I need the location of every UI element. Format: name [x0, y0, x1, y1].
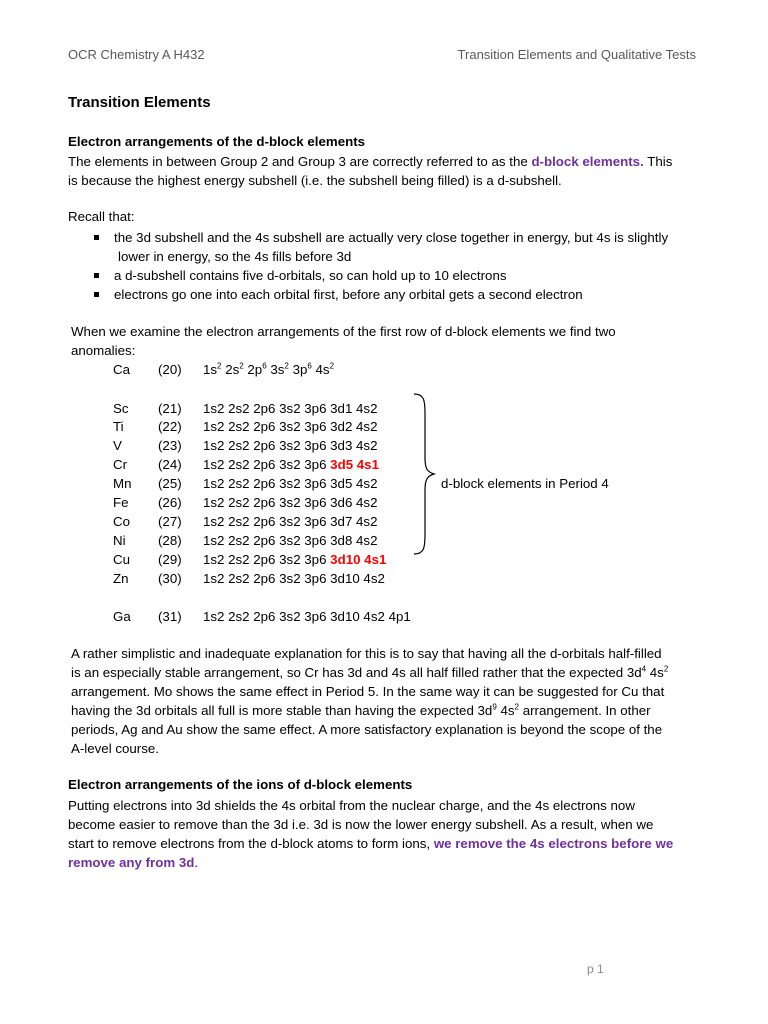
header-left: OCR Chemistry A H432: [68, 47, 205, 62]
element-symbol: Fe: [113, 495, 129, 510]
orbital-count: 6: [307, 361, 312, 371]
element-symbol: Co: [113, 514, 130, 529]
config-text: 1s2 2s2 2p6 3s2 3p6 3d8 4s2: [203, 533, 378, 548]
explanation-text: arrangement. In other: [519, 703, 651, 718]
orbital: 1s: [203, 362, 218, 377]
config-text: 1s2 2s2 2p6 3s2 3p6 3d6 4s2: [203, 495, 378, 510]
ions-highlight: we remove the 4s electrons before we: [433, 836, 674, 851]
atomic-number: (21): [158, 401, 182, 416]
element-symbol: Ni: [113, 533, 126, 548]
atomic-number: (26): [158, 495, 182, 510]
explanation-line: [71, 701, 701, 720]
curly-brace: [412, 392, 438, 556]
superscript: 9: [492, 702, 497, 712]
examine-line-2: anomalies:: [71, 343, 136, 358]
orbital-count: 2: [329, 361, 335, 371]
section2-heading: Electron arrangements of the ions of d-block elements: [68, 777, 413, 792]
explanation-text: is an especially stable arrangement, so Cr has 3d and 4s all half filled rather that the expected 3d: [71, 665, 642, 680]
electron-configuration: [203, 550, 386, 569]
page-title: Transition Elements: [68, 94, 211, 111]
examine-paragraph: [71, 322, 701, 360]
recall-bullet-list: [68, 228, 698, 304]
atomic-number: (22): [158, 419, 182, 434]
examine-line-1: When we examine the electron arrangements of the first row of d-block elements we find two: [71, 324, 616, 339]
atomic-number: (20): [158, 362, 182, 377]
electron-configuration: [203, 436, 377, 455]
electron-configuration: [203, 417, 377, 436]
orbital: 2s: [225, 362, 240, 377]
atomic-number: (31): [158, 609, 182, 624]
atomic-number: (28): [158, 533, 182, 548]
superscript: 2: [663, 664, 669, 674]
config-text: 1s2 2s2 2p6 3s2 3p6 3d3 4s2: [203, 438, 378, 453]
ions-paragraph: [68, 796, 698, 872]
section1-heading: Electron arrangements of the d-block elements: [68, 134, 366, 149]
bullet-text: electrons go one into each orbital first, before any orbital gets a second electron: [114, 287, 583, 302]
recall-label: Recall that:: [68, 209, 135, 224]
intro-text-end: This: [643, 154, 673, 169]
element-symbol: Cr: [113, 457, 128, 472]
explanation-line: periods, Ag and Au show the same effect. A more satisfactory explanation is beyond the scope of the: [71, 722, 663, 737]
config-text: 1s2 2s2 2p6 3s2 3p6 3d1 4s2: [203, 401, 378, 416]
bullet-text: the 3d subshell and the 4s subshell are actually very close together in energy, but 4s is slightly: [114, 230, 669, 245]
orbital: 2p: [247, 362, 263, 377]
atomic-number: (25): [158, 476, 182, 491]
explanation-text: 4s: [496, 703, 515, 718]
electron-configuration: [203, 531, 377, 550]
ions-text: .: [194, 855, 199, 870]
ions-line: become easier to remove than the 3d i.e. 3d is now the lower energy subshell. As a result, when we: [68, 817, 654, 832]
electron-configuration: [203, 399, 377, 418]
header-right: Transition Elements and Qualitative Tests: [457, 47, 696, 62]
ions-text: start to remove electrons from the d-block atoms to form ions,: [68, 836, 434, 851]
electron-configuration: [203, 569, 385, 588]
element-symbol: Ca: [113, 362, 130, 377]
config-text: 1s2 2s2 2p6 3s2 3p6 3d5 4s2: [203, 476, 378, 491]
explanation-text: 4s: [646, 665, 664, 680]
electron-configuration: 1s2 2s2 2p6 3s2 3p6 3d10 4s2 4p1: [203, 609, 411, 624]
atomic-number: (30): [158, 571, 182, 586]
explanation-line: [71, 663, 701, 682]
d-block-highlight: d-block elements.: [531, 154, 644, 169]
config-text: 1s2 2s2 2p6 3s2 3p6 3d7 4s2: [203, 514, 378, 529]
bullet-item: [68, 228, 698, 266]
element-symbol: Zn: [113, 571, 129, 586]
config-text: 1s2 2s2 2p6 3s2 3p6 3d2 4s2: [203, 419, 378, 434]
ions-line: Putting electrons into 3d shields the 4s orbital from the nuclear charge, and the 4s electrons now: [68, 798, 635, 813]
superscript: 4: [641, 664, 647, 674]
config-text: 1s2 2s2 2p6 3s2 3p6: [203, 552, 331, 567]
element-symbol: Sc: [113, 401, 129, 416]
anomaly-text: 3d5 4s1: [330, 457, 379, 472]
atomic-number: (24): [158, 457, 182, 472]
orbital: 3s: [270, 362, 285, 377]
ca-configuration: [203, 360, 334, 379]
intro-line-2: is because the highest energy subshell (i.e. the subshell being filled) is a d-subshell.: [68, 173, 562, 188]
bullet-text: a d-subshell contains five d-orbitals, so can hold up to 10 electrons: [114, 268, 507, 283]
orbital-count: 6: [262, 361, 267, 371]
bullet-text-cont: lower in energy, so the 4s fills before 3d: [118, 249, 352, 264]
element-symbol: Ga: [113, 609, 131, 624]
bullet-item: [68, 285, 698, 304]
ions-line: [68, 834, 698, 853]
atomic-number: (27): [158, 514, 182, 529]
config-text: 1s2 2s2 2p6 3s2 3p6: [203, 457, 331, 472]
intro-line-1: [68, 152, 698, 171]
electron-configuration: [203, 512, 377, 531]
element-symbol: V: [113, 438, 122, 453]
electron-configuration: [203, 455, 379, 474]
intro-text: The elements in between Group 2 and Group 3 are correctly referred to as the: [68, 154, 532, 169]
explanation-line: A-level course.: [71, 741, 159, 756]
orbital-count: 2: [239, 361, 244, 371]
orbital: 4s: [315, 362, 330, 377]
explanation-line: A rather simplistic and inadequate explanation for this is to say that having all the d-orbitals half-filled: [71, 646, 662, 661]
brace-label: d-block elements in Period 4: [441, 476, 609, 491]
superscript: 2: [514, 702, 519, 712]
atomic-number: (23): [158, 438, 182, 453]
ions-line: [68, 853, 698, 872]
element-symbol: Ti: [113, 419, 124, 434]
orbital-count: 2: [217, 361, 222, 371]
electron-configuration: [203, 474, 377, 493]
config-text: 1s2 2s2 2p6 3s2 3p6 3d10 4s2: [203, 571, 385, 586]
page-number: p 1: [587, 962, 604, 976]
intro-paragraph: [68, 152, 698, 190]
bullet-item: [68, 266, 698, 285]
element-symbol: Cu: [113, 552, 130, 567]
anomaly-text: 3d10 4s1: [330, 552, 387, 567]
explanation-paragraph: [71, 644, 701, 758]
orbital-count: 2: [284, 361, 289, 371]
orbital: 3p: [292, 362, 308, 377]
explanation-text: having the 3d orbitals all full is more stable than having the expected 3d: [71, 703, 493, 718]
electron-configuration: [203, 493, 377, 512]
atomic-number: (29): [158, 552, 182, 567]
element-symbol: Mn: [113, 476, 132, 491]
explanation-line: arrangement. Mo shows the same effect in Period 5. In the same way it can be suggested for Cu that: [71, 684, 665, 699]
ions-highlight: remove any from 3d: [68, 855, 195, 870]
